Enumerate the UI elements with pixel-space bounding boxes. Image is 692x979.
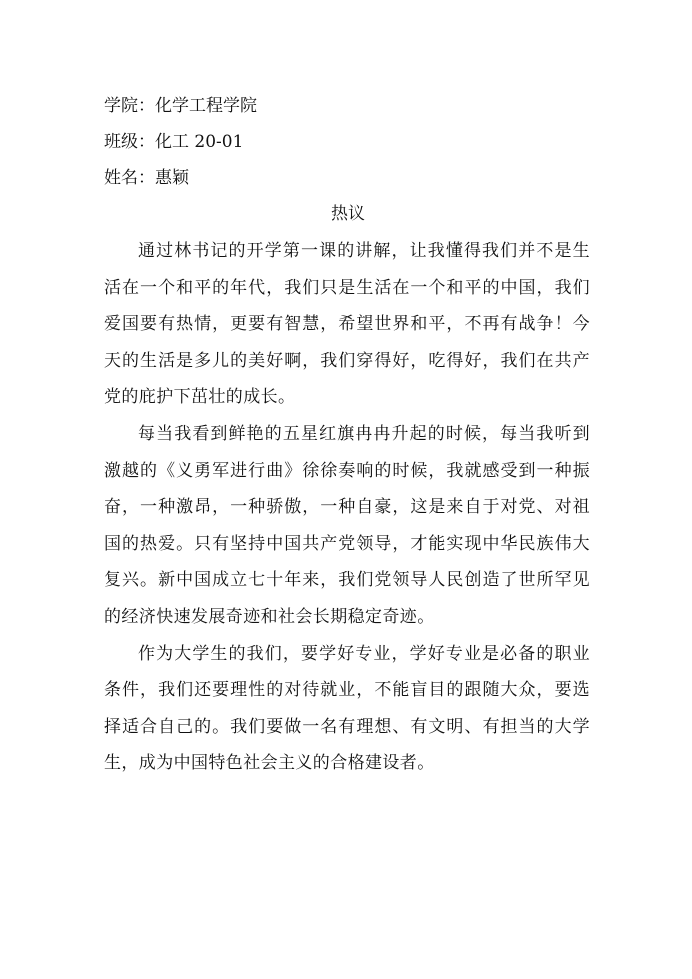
document-body <box>104 88 590 782</box>
paragraph: 通过林书记的开学第一课的讲解，让我懂得我们并不是生活在一个和平的年代，我们只是生活在一个和平的中国，我们爱国要有热情，更要有智慧，希望世界和平，不再有战争！今天的生活是多儿的美好啊，我们穿得好，吃得好，我们在共产党的庇护下茁壮的成长。 <box>104 241 590 408</box>
paragraph: 每当我看到鲜艳的五星红旗冉冉升起的时候，每当我听到激越的《义勇军进行曲》徐徐奏响的时候，我就感受到一种振奋，一种激昂，一种骄傲，一种自豪，这是来自于对党、对祖国的热爱。只有坚持中国共产党领导，才能实现中华民族伟大复兴。新中国成立七十年来，我们党领导人民创造了世所罕见的经济快速发展奇迹和社会长期稳定奇迹。 <box>104 423 590 627</box>
class-line: 班级：化工 20-01 <box>104 132 244 152</box>
name-line: 姓名：惠颖 <box>104 168 189 188</box>
college-line: 学院：化学工程学院 <box>104 96 257 116</box>
paragraph: 作为大学生的我们，要学好专业，学好专业是必备的职业条件，我们还要理性的对待就业，不能盲目的跟随大众，要选择适合自己的。我们要做一名有理想、有文明、有担当的大学生，成为中国特色社会主义的合格建设者。 <box>104 643 590 774</box>
paragraph-group <box>104 233 590 782</box>
document-title: 热议 <box>331 204 365 224</box>
